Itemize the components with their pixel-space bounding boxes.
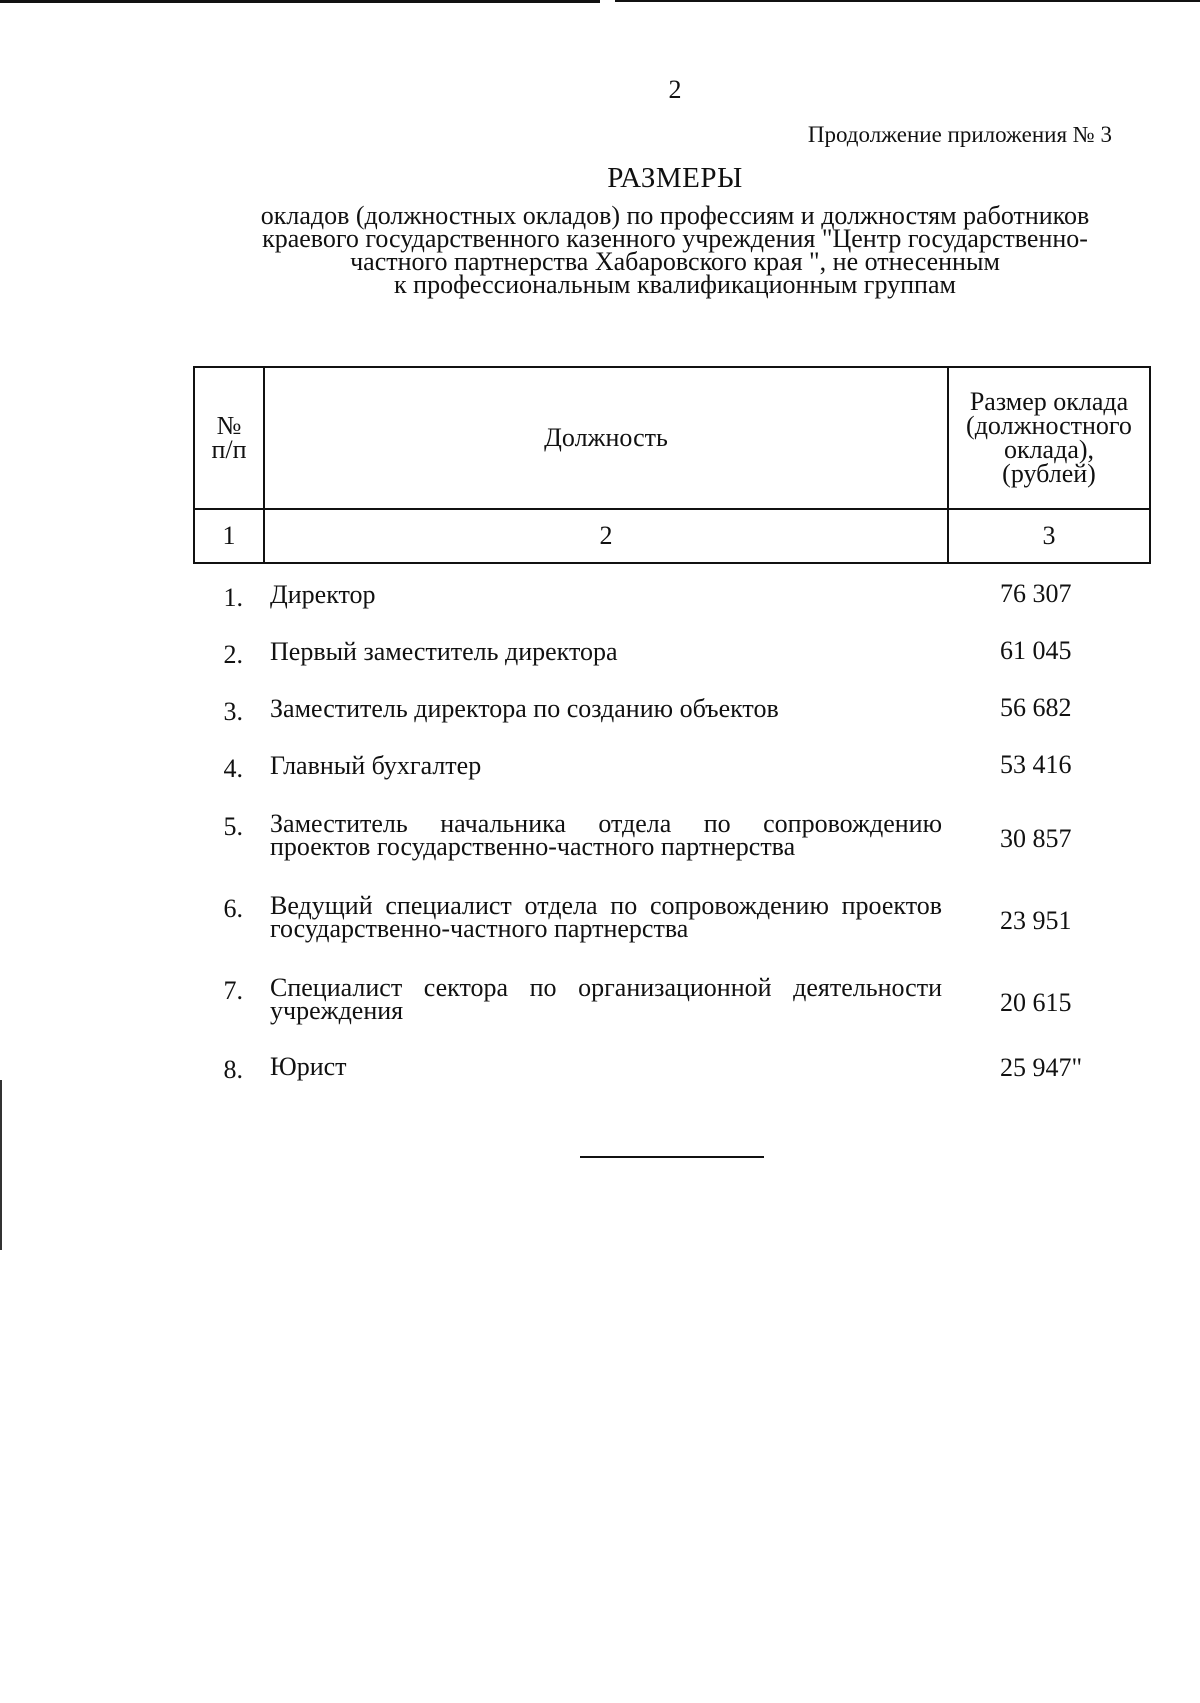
row-number: 1. <box>223 583 243 612</box>
row-salary: 25 947" <box>1000 1053 1083 1082</box>
row-position: Заместитель директора по созданию объектов <box>270 694 779 723</box>
scan-edge-top <box>615 0 1200 2</box>
row-number: 3. <box>223 697 243 726</box>
header-number-line: № <box>216 411 242 440</box>
row-salary: 20 615 <box>1000 988 1072 1017</box>
subtitle-line: частного партнерства Хабаровского края ", не отнесенным <box>350 247 1000 276</box>
column-number: 3 <box>948 509 1150 563</box>
subtitle-line: к профессиональным квалификационным группам <box>394 270 956 299</box>
row-position: Заместитель начальника отдела по сопровождению проектов государственно-частного партнерства <box>270 809 942 861</box>
closing-rule <box>580 1156 764 1158</box>
page-number: 2 <box>668 75 682 104</box>
scan-edge-top <box>0 0 600 3</box>
row-position: Специалист сектора по организационной деятельности учреждения <box>270 973 942 1025</box>
header-salary-line: Размер оклада <box>969 387 1129 416</box>
row-salary: 53 416 <box>1000 750 1072 779</box>
row-number: 4. <box>223 754 243 783</box>
row-position: Ведущий специалист отдела по сопровождению проектов государственно-частного партнерства <box>270 891 942 943</box>
row-number: 8. <box>223 1055 243 1084</box>
column-number: 1 <box>194 509 264 563</box>
column-number: 2 <box>264 509 948 563</box>
row-position: Юрист <box>270 1052 347 1081</box>
annex-reference: Продолжение приложения № 3 <box>807 122 1112 147</box>
subtitle-line: краевого государственного казенного учреждения "Центр государственно- <box>262 224 1088 253</box>
salary-table-header <box>193 366 1151 564</box>
row-salary: 56 682 <box>1000 693 1072 722</box>
row-salary: 61 045 <box>1000 636 1072 665</box>
header-position: Должность <box>264 367 948 509</box>
row-salary: 76 307 <box>1000 579 1072 608</box>
header-salary <box>948 367 1150 509</box>
subtitle-line: окладов (должностных окладов) по профессиям и должностям работников <box>260 201 1090 230</box>
row-number: 6. <box>223 894 243 923</box>
header-salary-line: оклада), <box>1003 435 1095 464</box>
row-position: Главный бухгалтер <box>270 751 482 780</box>
table-header-row <box>194 367 1150 509</box>
header-number-line: п/п <box>211 435 247 464</box>
row-position: Первый заместитель директора <box>270 637 618 666</box>
scan-edge-left <box>0 1080 2 1250</box>
row-number: 2. <box>223 640 243 669</box>
header-salary-line: (должностного <box>966 411 1132 440</box>
header-number <box>194 367 264 509</box>
row-salary: 30 857 <box>1000 824 1072 853</box>
column-number-row <box>194 509 1150 563</box>
row-number: 5. <box>223 812 243 841</box>
row-number: 7. <box>223 976 243 1005</box>
row-salary: 23 951 <box>1000 906 1072 935</box>
document-title: РАЗМЕРЫ <box>607 162 743 194</box>
row-position: Директор <box>270 580 376 609</box>
document-subtitle <box>200 201 1150 299</box>
header-salary-line: (рублей) <box>1002 459 1096 488</box>
